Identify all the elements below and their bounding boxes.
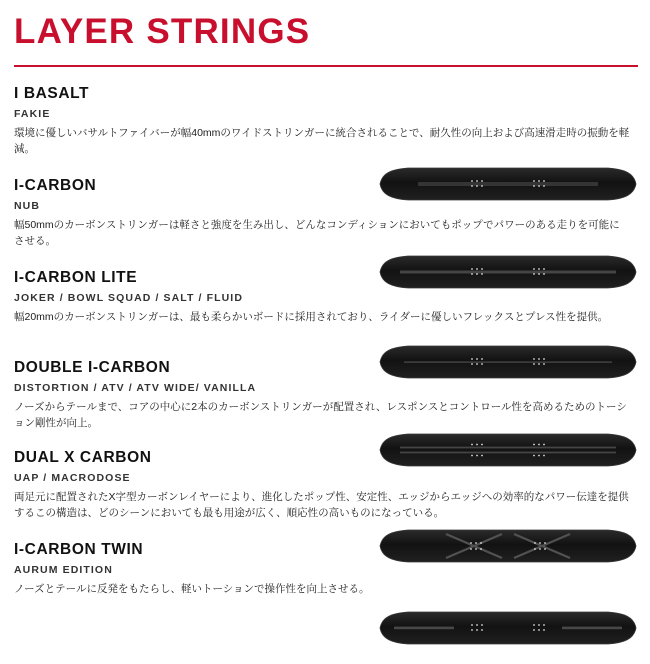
section-description: 幅20mmのカーボンストリンガーは、最も柔らかいボードに採用されており、ライダーに優しいフレックスとプレス性を提供。 [14,310,609,323]
section-i-carbon [12,177,638,251]
section-description: 幅50mmのカーボンストリンガーは軽さと強度を生み出し、どんなコンディションにおいてもポップでパワーのある走りを可能にさせる。 [14,218,620,247]
section-description: 環境に優しいバサルトファイバーが幅40mmのワイドストリンガーに統合されることで、耐久性の向上および高速滑走時の振動を軽減。 [14,126,630,155]
section-heading: I BASALT [14,84,90,102]
page-title: LAYER STRINGS [14,12,311,51]
section-description: ノーズとテールに反発をもたらし、軽いトーションで操作性を向上させる。 [14,582,370,595]
sections-container [12,85,638,615]
section-models: DISTORTION / ATV / ATV WIDE/ VANILLA [14,381,257,394]
section-dual-x-carbon [12,449,638,523]
section-models: AURUM EDITION [14,563,113,576]
section-heading: I-CARBON TWIN [14,540,144,558]
section-models: NUB [14,199,41,212]
section-heading: DUAL X CARBON [14,448,152,466]
section-models: UAP / MACRODOSE [14,471,131,484]
title-divider [14,65,638,67]
section-heading: I-CARBON LITE [14,268,138,286]
document-page [0,14,650,664]
section-i-carbon-twin [12,541,638,615]
section-heading: I-CARBON [14,176,97,194]
section-heading: DOUBLE I-CARBON [14,358,171,376]
section-description: 両足元に配置されたX字型カーボンレイヤーにより、進化したポップ性、安定性、エッジからエッジへの効率的なパワー伝達を提供するこの構造は、どのシーンにおいても最も用途が広く、順応性の高いものになっている。 [14,490,629,519]
section-models: JOKER / BOWL SQUAD / SALT / FLUID [14,291,243,304]
section-description: ノーズからテールまで、コアの中心に2本のカーボンストリンガーが配置され、レスポンスとコントロール性を高めるためのトーション剛性が向上。 [14,400,627,429]
section-double-i-carbon [12,359,638,433]
section-models: FAKIE [14,107,51,120]
section-i-carbon-lite [12,269,638,343]
section-i-basalt [12,85,638,159]
